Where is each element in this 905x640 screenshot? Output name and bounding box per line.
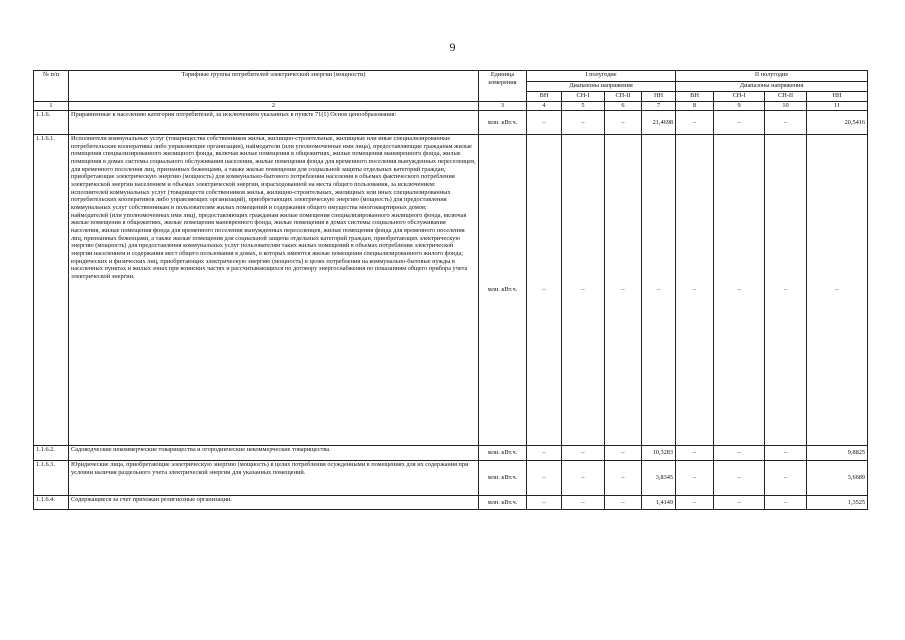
header-half2: II полугодие (676, 71, 868, 82)
row-description-text: Содержащиеся за счет прихожан религиозные организации. (71, 496, 232, 503)
value-cell: – (765, 461, 807, 496)
header-level-sn2-1: СН-II (605, 92, 642, 102)
index-cell: 4 (527, 102, 562, 111)
value-cell: – (605, 446, 642, 461)
value-cell: – (562, 135, 605, 446)
row-description-text: Садоводческие некоммерческие товарищества и огороднические некоммерческие товарищества. (71, 446, 331, 453)
row-description (69, 496, 479, 510)
index-cell: 11 (807, 102, 868, 111)
index-row (34, 102, 868, 111)
table-row (34, 496, 868, 510)
header-level-sn1-1: СН-I (562, 92, 605, 102)
header-groups: Тарифные группы потребителей электрической энергии (мощности) (69, 71, 479, 102)
value-cell: – (527, 461, 562, 496)
value-cell: – (527, 496, 562, 510)
value-cell: – (676, 461, 714, 496)
value-cell: – (562, 446, 605, 461)
row-unit: млн. кВт.ч. (479, 496, 527, 510)
row-description-text: исполнителей коммунальных услуг (товариществ собственников жилья, жилищно-строительных, жилищных или иных специализированных потребительских кооперативов либо управляющих организаций), приобретающих электрическую энергию (мощность) для предоставления коммунальных услуг собственникам и пользователям жилых помещений и содержания общего имущества многоквартирных домов; (71, 188, 451, 212)
header-half1: I полугодие (527, 71, 676, 82)
value-cell: – (676, 496, 714, 510)
value-cell: – (605, 135, 642, 446)
row-number: 1.1.6.1. (34, 135, 69, 446)
value-cell: – (714, 111, 765, 135)
value-cell: – (765, 135, 807, 446)
row-description-text: Исполнители коммунальных услуг (товарищества собственников жилья, жилищно-строительные, жилищные или иные специализированные потребительские кооперативы либо управляющие организации), наймодатели (или уполномоченные ими лица), предоставляющие гражданам жилые помещения специализированного жилищного фонда, включая жилые помещения в общежитиях, жилые помещения маневренного фонда, жилые помещения в домах системы социального обслуживания населения, жилые помещения фонда для временного поселения вынужденных переселенцев, для временного поселения лиц, признанных беженцами, а также жилые помещения для социальной защиты отдельных категорий граждан, приобретающие электрическую энергию (мощность) для коммунально-бытового потребления населения в объемах фактического потребления электрической энергии населением и объемах электрической энергии, израсходованной на места общего пользования, за исключением: (71, 135, 476, 189)
row-description (69, 135, 479, 446)
value-cell: 1,3525 (807, 496, 868, 510)
row-number: 1.1.6.2. (34, 446, 69, 461)
value-cell: – (605, 461, 642, 496)
header-level-nn-1: НН (642, 92, 676, 102)
header-voltage-ranges-1: Диапазоны напряжения (527, 82, 676, 92)
index-cell: 5 (562, 102, 605, 111)
row-description-text: Приравненные к населению категории потребителей, за исключением указанных в пункте 71(1) Основ ценообразования: (71, 111, 397, 118)
row-unit: млн. кВт.ч. (479, 446, 527, 461)
value-cell: – (527, 446, 562, 461)
value-cell: – (765, 446, 807, 461)
row-description-text: Юридические лица, приобретающие электрическую энергию (мощность) в целях потребления осужденными в помещениях для их содержания при условии наличия раздельного учета электрической энергии для указанных помещений. (71, 461, 469, 476)
value-cell: 20,5416 (807, 111, 868, 135)
header-level-nn-2: НН (807, 92, 868, 102)
row-description-text: юридических и физических лиц, приобретающих электрическую энергию (мощность) в целях потребления на коммунально-бытовые нужды в населенных пунктах и жилых зонах при воинских частях и рассчитывающихся по договору энергоснабжения по показаниям общего прибора учета электрической энергии. (71, 257, 468, 281)
value-cell: – (714, 446, 765, 461)
table-row (34, 135, 868, 446)
index-cell: 10 (765, 102, 807, 111)
header-level-vn-2: ВН (676, 92, 714, 102)
page-number: 9 (449, 40, 456, 54)
row-unit: млн. кВт.ч. (479, 461, 527, 496)
row-description (69, 461, 479, 496)
value-cell: 21,4698 (642, 111, 676, 135)
header-unit: Единица измерения (479, 71, 527, 102)
value-cell: – (765, 111, 807, 135)
index-cell: 3 (479, 102, 527, 111)
value-cell: – (714, 135, 765, 446)
header-voltage-ranges-2: Диапазоны напряжения (676, 82, 868, 92)
value-cell: – (765, 496, 807, 510)
row-number: 1.1.6.3. (34, 461, 69, 496)
tariff-table (33, 70, 868, 510)
index-cell: 7 (642, 102, 676, 111)
value-cell: 3,6689 (807, 461, 868, 496)
value-cell: – (562, 111, 605, 135)
value-cell: – (605, 496, 642, 510)
row-unit: млн. кВт.ч. (479, 111, 527, 135)
value-cell: – (562, 496, 605, 510)
value-cell: – (676, 446, 714, 461)
header-level-sn1-2: СН-I (714, 92, 765, 102)
value-cell: 10,3283 (642, 446, 676, 461)
header-num: № п/п (34, 71, 69, 102)
index-cell: 1 (34, 102, 69, 111)
value-cell: – (807, 135, 868, 446)
index-cell: 8 (676, 102, 714, 111)
header-level-sn2-2: СН-II (765, 92, 807, 102)
value-cell: – (676, 111, 714, 135)
row-unit: млн. кВт.ч. (479, 135, 527, 446)
value-cell: 9,8825 (807, 446, 868, 461)
row-number: 1.1.6. (34, 111, 69, 135)
value-cell: 3,8345 (642, 461, 676, 496)
row-description-text: наймодателей (или уполномоченных ими лиц), предоставляющих гражданам жилые помещения специализированного жилищного фонда, включая жилые помещения в общежитиях, жилые помещения маневренного фонда, жилые помещения в домах системы социального обслуживания населения, жилые помещения фонда для временного поселения вынужденных переселенцев, жилые помещения фонда для временного поселения лиц, признанных беженцами, а также жилые помещения для социальной защиты отдельных категорий граждан, приобретающих электрическую энергию (мощность) для предоставления коммунальных услуг пользователям таких жилых помещений в объемах потребления электрической энергии населением и содержания мест общего пользования в домах, в которых имеются жилые помещения специализированного жилого фонда; (71, 211, 467, 258)
value-cell: – (527, 111, 562, 135)
value-cell: – (562, 461, 605, 496)
row-number: 1.1.6.4. (34, 496, 69, 510)
table-row (34, 111, 868, 135)
value-cell: – (714, 496, 765, 510)
value-cell: – (527, 135, 562, 446)
value-cell: – (714, 461, 765, 496)
header-level-vn-1: ВН (527, 92, 562, 102)
index-cell: 6 (605, 102, 642, 111)
index-cell: 9 (714, 102, 765, 111)
value-cell: 1,4149 (642, 496, 676, 510)
row-description (69, 446, 479, 461)
value-cell: – (605, 111, 642, 135)
table-row (34, 461, 868, 496)
index-cell: 2 (69, 102, 479, 111)
row-description (69, 111, 479, 135)
value-cell: – (676, 135, 714, 446)
value-cell: – (642, 135, 676, 446)
table-row (34, 446, 868, 461)
